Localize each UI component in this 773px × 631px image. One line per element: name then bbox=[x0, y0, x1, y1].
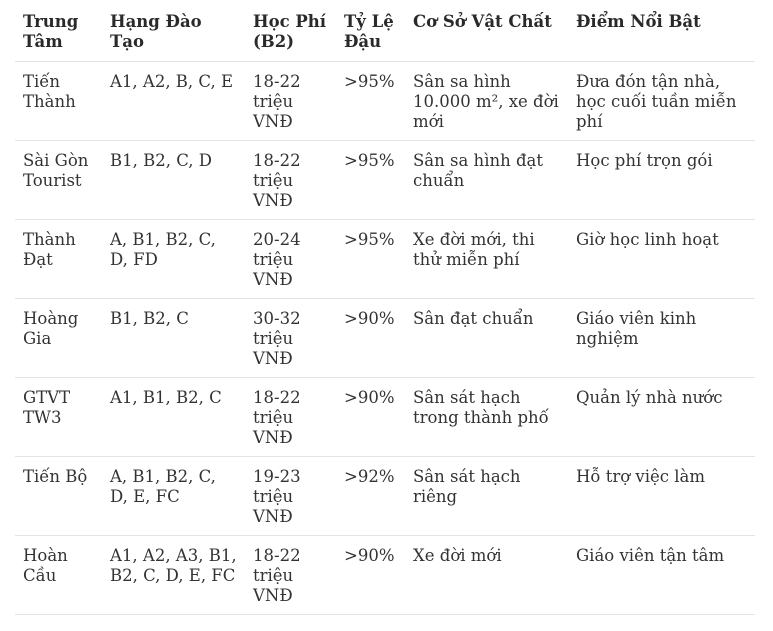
cell-pass-rate: >90% bbox=[344, 309, 395, 328]
cell-facilities: Sân sa hình 10.000 m², xe đời mới bbox=[413, 72, 559, 131]
cell-tuition: 18-22 triệu VNĐ bbox=[253, 388, 301, 447]
cell-center: Tiến Bộ bbox=[23, 467, 88, 486]
cell-highlights: Giáo viên kinh nghiệm bbox=[576, 309, 697, 348]
cell-tuition: 18-22 triệu VNĐ bbox=[253, 151, 301, 210]
cell-facilities: Sân sát hạch trong thành phố bbox=[413, 388, 549, 427]
cell-pass-rate: >90% bbox=[344, 546, 395, 565]
header-row bbox=[15, 6, 755, 62]
cell-facilities: Sân đạt chuẩn bbox=[413, 309, 534, 328]
cell-license-classes: A, B1, B2, C, D, FD bbox=[110, 230, 216, 269]
cell-license-classes: B1, B2, C, D bbox=[110, 151, 212, 170]
table-row bbox=[15, 536, 755, 615]
cell-center: GTVT TW3 bbox=[23, 388, 71, 427]
cell-highlights: Giáo viên tận tâm bbox=[576, 546, 725, 565]
header-tuition: Học Phí (B2) bbox=[253, 12, 327, 51]
cell-pass-rate: >95% bbox=[344, 72, 395, 91]
header-center: Trung Tâm bbox=[23, 12, 79, 51]
cell-highlights: Hỗ trợ việc làm bbox=[576, 467, 706, 486]
cell-tuition: 30-32 triệu VNĐ bbox=[253, 309, 301, 368]
header-highlights: Điểm Nổi Bật bbox=[576, 12, 701, 31]
cell-highlights: Đưa đón tận nhà, học cuối tuần miễn phí bbox=[576, 72, 737, 131]
cell-tuition: 19-23 triệu VNĐ bbox=[253, 467, 301, 526]
cell-highlights: Giờ học linh hoạt bbox=[576, 230, 719, 249]
table-row bbox=[15, 299, 755, 378]
cell-license-classes: A, B1, B2, C, D, E, FC bbox=[110, 467, 216, 506]
cell-facilities: Sân sa hình đạt chuẩn bbox=[413, 151, 543, 190]
table-row bbox=[15, 378, 755, 457]
cell-center: Hoàng Gia bbox=[23, 309, 79, 348]
cell-tuition: 18-22 triệu VNĐ bbox=[253, 72, 301, 131]
cell-license-classes: A1, A2, A3, B1, B2, C, D, E, FC bbox=[110, 546, 237, 585]
header-license-classes: Hạng Đào Tạo bbox=[110, 12, 202, 51]
table-row bbox=[15, 62, 755, 141]
comparison-table-container bbox=[15, 6, 755, 615]
table-body bbox=[15, 62, 755, 615]
cell-highlights: Học phí trọn gói bbox=[576, 151, 713, 170]
cell-pass-rate: >95% bbox=[344, 151, 395, 170]
table-row bbox=[15, 141, 755, 220]
cell-tuition: 20-24 triệu VNĐ bbox=[253, 230, 301, 289]
table-row bbox=[15, 220, 755, 299]
driving-school-comparison-table bbox=[15, 6, 755, 615]
cell-highlights: Quản lý nhà nước bbox=[576, 388, 723, 407]
cell-center: Hoàn Cầu bbox=[23, 546, 68, 585]
header-facilities: Cơ Sở Vật Chất bbox=[413, 12, 552, 31]
cell-tuition: 18-22 triệu VNĐ bbox=[253, 546, 301, 605]
cell-license-classes: B1, B2, C bbox=[110, 309, 189, 328]
cell-facilities: Xe đời mới bbox=[413, 546, 502, 565]
cell-license-classes: A1, B1, B2, C bbox=[110, 388, 222, 407]
table-header bbox=[15, 6, 755, 62]
cell-facilities: Sân sát hạch riêng bbox=[413, 467, 521, 506]
cell-license-classes: A1, A2, B, C, E bbox=[110, 72, 233, 91]
cell-center: Tiến Thành bbox=[23, 72, 76, 111]
header-pass-rate: Tỷ Lệ Đậu bbox=[344, 12, 394, 51]
cell-center: Thành Đạt bbox=[23, 230, 76, 269]
cell-facilities: Xe đời mới, thi thử miễn phí bbox=[413, 230, 535, 269]
cell-center: Sài Gòn Tourist bbox=[23, 151, 89, 190]
cell-pass-rate: >95% bbox=[344, 230, 395, 249]
table-row bbox=[15, 457, 755, 536]
cell-pass-rate: >92% bbox=[344, 467, 395, 486]
cell-pass-rate: >90% bbox=[344, 388, 395, 407]
